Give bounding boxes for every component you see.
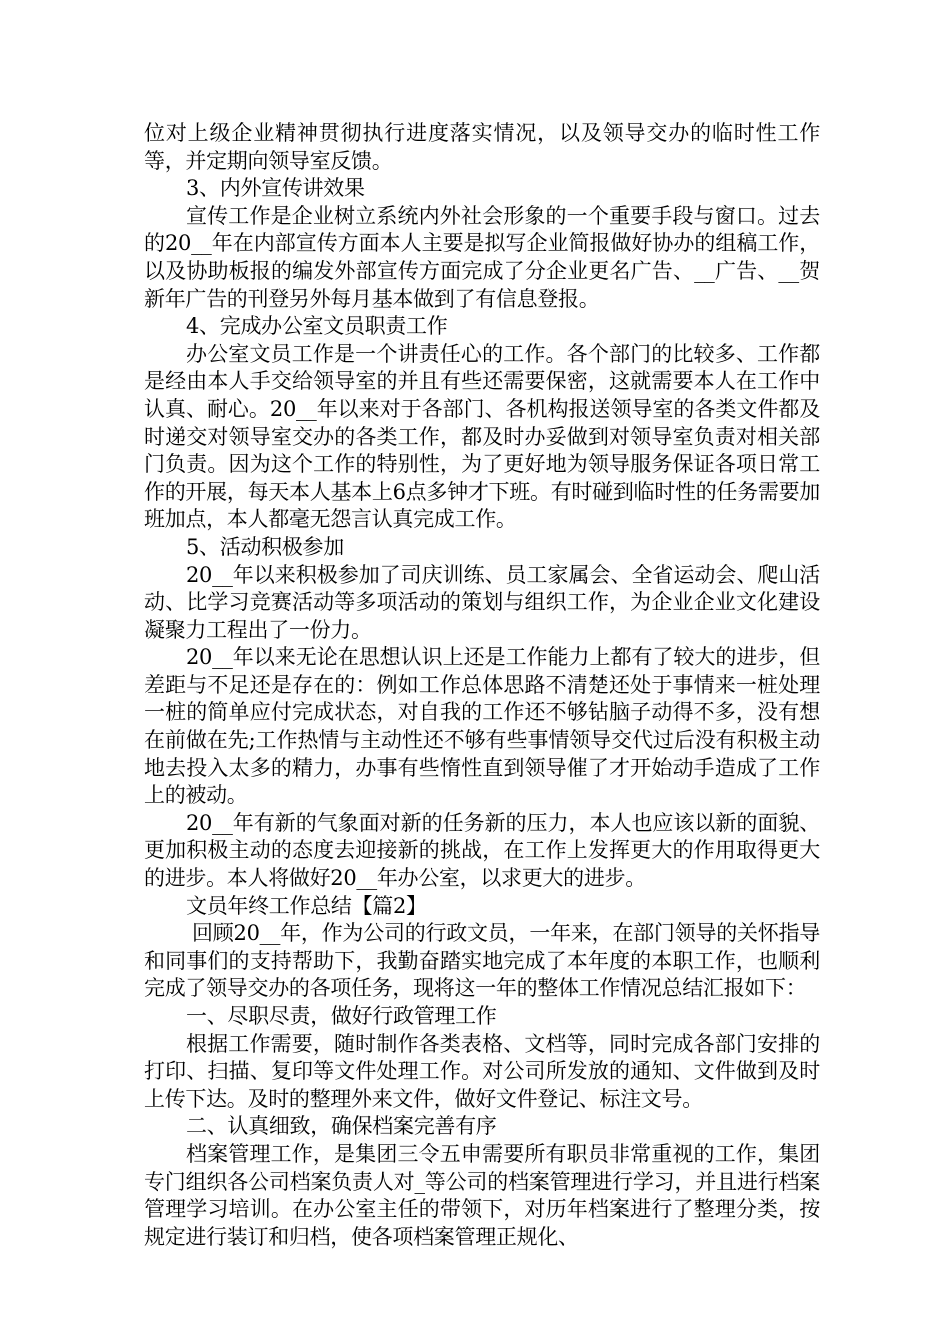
section-heading-4: 4、完成办公室文员职责工作 [186,314,448,339]
section-heading-admin: 一、尽职尽责，做好行政管理工作 [186,1004,497,1028]
paragraph-clerk-duties: 办公室文员工作是一个讲责任心的工作。各个部门的比较多、工作都是经由本人手交给领导室的并且有些还需要保密，这就需要本人在工作中认真、耐心。20__年以来对于各部门、各机构报送领导室的各类文件都及时递交对领导室交办的各类工作，都及时办妥做到对领导室负责对相关部门负责。因为这个工作的特别性，为了更好地为领导服务保证各项日常工作的开展，每天本人基本上6点多钟才下班。有时碰到临时性的任务需要加班加点，本人都毫无怨言认真完成工作。 [144,341,820,532]
article-title-part-2: 文员年终工作总结【篇2】 [186,893,427,918]
paragraph-publicity: 宣传工作是企业树立系统内外社会形象的一个重要手段与窗口。过去的20__年在内部宣传方面本人主要是拟写企业简报做好协办的组稿工作，以及协助板报的编发外部宣传方面完成了分企业更名广告、__广告、__贺新年广告的刊登另外每月基本做到了有信息登报。 [144,203,820,311]
document-page [144,120,820,1251]
paragraph-review: 回顾20__年，作为公司的行政文员，一年来，在部门领导的关怀指导和同事们的支持帮助下，我勤奋踏实地完成了本年度的本职工作，也顺利完成了领导交办的各项任务，现将这一年的整体工作情况总结汇报如下： [144,921,820,1001]
section-heading-archives: 二、认真细致，确保档案完善有序 [186,1114,497,1139]
section-heading-5: 5、活动积极参加 [186,534,344,559]
paragraph-admin-work: 根据工作需要，随时制作各类表格、文档等，同时完成各部门安排的打印、扫描、复印等文件处理工作。对公司所发放的通知、文件做到及时上传下达。及时的整理外来文件，做好文件登记、标注文号。 [144,1031,820,1111]
paragraph-archives: 档案管理工作，是集团三令五申需要所有职员非常重视的工作，集团专门组织各公司档案负责人对_等公司的档案管理进行学习，并且进行档案管理学习培训。在办公室主任的带领下，对历年档案进行了整理分类，按规定进行装订和归档，使各项档案管理正规化、 [144,1141,820,1249]
paragraph-outlook: 20__年有新的气象面对新的任务新的压力，本人也应该以新的面貌、更加积极主动的态度去迎接新的挑战，在工作上发挥更大的作用取得更大的进步。本人将做好20__年办公室，以求更大的进步。 [144,810,820,891]
paragraph-shortcomings: 20__年以来无论在思想认识上还是工作能力上都有了较大的进步，但差距与不足还是存在的：例如工作总体思路不清楚还处于事情来一桩处理一桩的简单应付完成状态，对自我的工作还不够钻脑子动得不多，没有想在前做在先;工作热情与主动性还不够有些事情领导交代过后没有积极主动地去投入太多的精力，办事有些惰性直到领导催了才开始动手造成了工作上的被动。 [144,645,820,808]
paragraph-activities: 20__年以来积极参加了司庆训练、员工家属会、全省运动会、爬山活动、比学习竞赛活动等多项活动的策划与组织工作，为企业企业文化建设凝聚力工程出了一份力。 [144,562,820,642]
paragraph-continuation: 位对上级企业精神贯彻执行进度落实情况，以及领导交办的临时性工作等，并定期向领导室反馈。 [144,121,820,173]
section-heading-3: 3、内外宣传讲效果 [186,176,365,201]
